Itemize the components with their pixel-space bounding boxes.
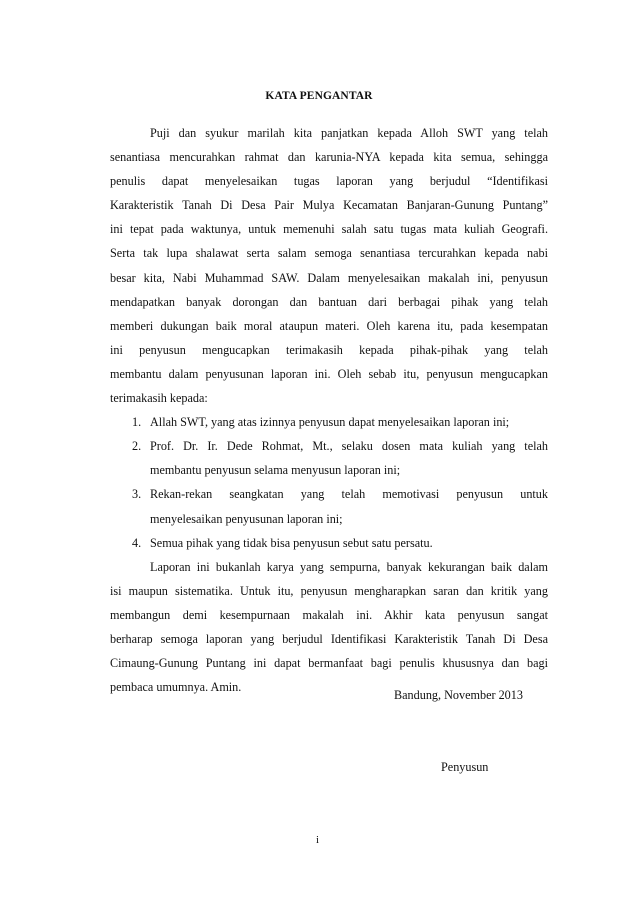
list-item-text: Allah SWT, yang atas izinnya penyusun dapat menyelesaikan laporan ini;: [150, 415, 510, 430]
text-line: Puji dan syukur marilah kita panjatkan kepada Alloh SWT yang telah: [150, 126, 548, 140]
text-line: membangun demi kesempurnaan makalah ini. Akhir kata penyusun sangat: [110, 607, 548, 622]
list-item-text: membantu penyusun selama menyusun laporan ini;: [150, 463, 401, 478]
page-number: i: [316, 834, 320, 846]
text-line: membantu dalam penyusunan laporan ini. Oleh sebab itu, penyusun mengucapkan: [110, 366, 548, 381]
text-line: senantiasa mencurahkan rahmat dan karunia-NYA kepada kita semua, sehingga: [110, 150, 548, 165]
intro-paragraph: [110, 121, 548, 410]
text-line: mendapatkan banyak dorongan dan bantuan dari berbagai pihak yang telah: [110, 294, 548, 309]
list-item-text: Rekan-rekan seangkatan yang telah memotivasi penyusun untuk: [150, 487, 548, 502]
list-item-number: 1.: [132, 415, 142, 430]
text-line: ini tepat pada waktunya, untuk memenuhi salah satu tugas mata kuliah Geografi.: [110, 222, 548, 237]
signature-author: Penyusun: [441, 760, 489, 774]
text-line: memberi dukungan baik moral ataupun materi. Oleh karena itu, pada kesempatan: [110, 318, 548, 333]
text-line: Serta tak lupa shalawat serta salam semoga senantiasa tercurahkan kepada nabi: [110, 246, 548, 261]
text-line: penulis dapat menyelesaikan tugas laporan yang berjudul “Identifikasi: [110, 174, 548, 189]
text-line: terimakasih kepada:: [110, 391, 208, 406]
text-line: berharap semoga laporan yang berjudul Identifikasi Karakteristik Tanah Di Desa: [110, 631, 548, 646]
document-body: [110, 121, 548, 699]
list-item-number: 4.: [132, 535, 142, 550]
list-item: [110, 434, 548, 482]
text-line: ini penyusun mengucapkan terimakasih kepada pihak-pihak yang telah: [110, 342, 548, 357]
list-item-number: 3.: [132, 487, 142, 502]
text-line: Karakteristik Tanah Di Desa Pair Mulya Kecamatan Banjaran-Gunung Puntang”: [110, 198, 548, 213]
text-line: Cimaung-Gunung Puntang ini dapat bermanfaat bagi penulis khususnya dan bagi: [110, 656, 548, 671]
place-date: Bandung, November 2013: [394, 688, 523, 702]
closing-paragraph: [110, 555, 548, 700]
list-item: [110, 410, 548, 434]
text-line: Laporan ini bukanlah karya yang sempurna, banyak kekurangan baik dalam: [150, 559, 548, 574]
thanks-list: [110, 410, 548, 555]
list-item: [110, 531, 548, 555]
text-line: isi maupun sistematika. Untuk itu, penyusun mengharapkan saran dan kritik yang: [110, 583, 548, 598]
list-item-text: Semua pihak yang tidak bisa penyusun sebut satu persatu.: [150, 535, 433, 550]
list-item-number: 2.: [132, 439, 142, 454]
list-item: [110, 482, 548, 530]
text-line: besar kita, Nabi Muhammad SAW. Dalam menyelesaikan makalah ini, penyusun: [110, 270, 548, 285]
page-title: KATA PENGANTAR: [265, 90, 373, 102]
text-line: pembaca umumnya. Amin.: [110, 680, 242, 695]
list-item-text: Prof. Dr. Ir. Dede Rohmat, Mt., selaku dosen mata kuliah yang telah: [150, 439, 548, 454]
list-item-text: menyelesaikan penyusunan laporan ini;: [150, 511, 343, 526]
